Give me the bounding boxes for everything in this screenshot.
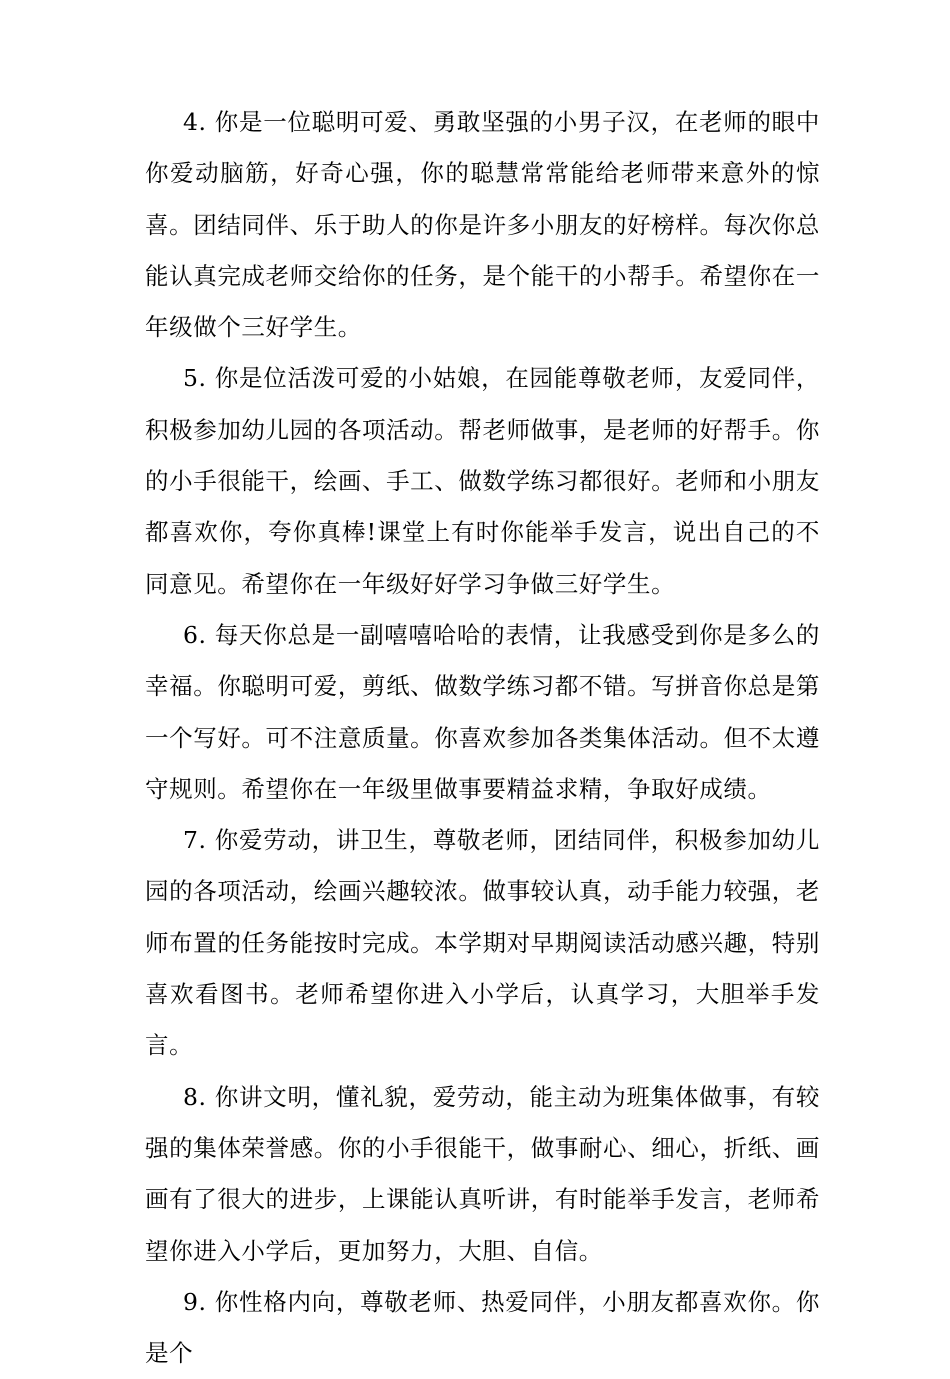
comment-paragraph-6: 6. 每天你总是一副嘻嘻哈哈的表情，让我感受到你是多么的幸福。你聪明可爱，剪纸、做数学练习都不错。写拼音你总是第一个写好。可不注意质量。你喜欢参加各类集体活动。但不太遵守规则。希望你在一年级里做事要精益求精，争取好成绩。 bbox=[145, 620, 820, 803]
comment-paragraph-9: 9. 你性格内向，尊敬老师、热爱同伴，小朋友都喜欢你。你是个 bbox=[145, 1287, 820, 1368]
comment-paragraph-7: 7. 你爱劳动，讲卫生，尊敬老师，团结同伴，积极参加幼儿园的各项活动，绘画兴趣较浓。做事较认真，动手能力较强，老师布置的任务能按时完成。本学期对早期阅读活动感兴趣，特别喜欢看图书。老师希望你进入小学后，认真学习，大胆举手发言。 bbox=[145, 826, 820, 1060]
comment-paragraph-5: 5. 你是位活泼可爱的小姑娘，在园能尊敬老师，友爱同伴，积极参加幼儿园的各项活动。帮老师做事，是老师的好帮手。你的小手很能干，绘画、手工、做数学练习都很好。老师和小朋友都喜欢你，夸你真棒!课堂上有时你能举手发言，说出自己的不同意见。希望你在一年级好好学习争做三好学生。 bbox=[145, 364, 820, 598]
document-body bbox=[145, 97, 820, 1379]
comment-paragraph-4: 4. 你是一位聪明可爱、勇敢坚强的小男子汉，在老师的眼中你爱动脑筋，好奇心强，你的聪慧常常能给老师带来意外的惊喜。团结同伴、乐于助人的你是许多小朋友的好榜样。每次你总能认真完成老师交给你的任务，是个能干的小帮手。希望你在一年级做个三好学生。 bbox=[145, 108, 820, 342]
comment-paragraph-8: 8. 你讲文明，懂礼貌，爱劳动，能主动为班集体做事，有较强的集体荣誉感。你的小手很能干，做事耐心、细心，折纸、画画有了很大的进步，上课能认真听讲，有时能举手发言，老师希望你进入小学后，更加努力，大胆、自信。 bbox=[145, 1082, 820, 1265]
